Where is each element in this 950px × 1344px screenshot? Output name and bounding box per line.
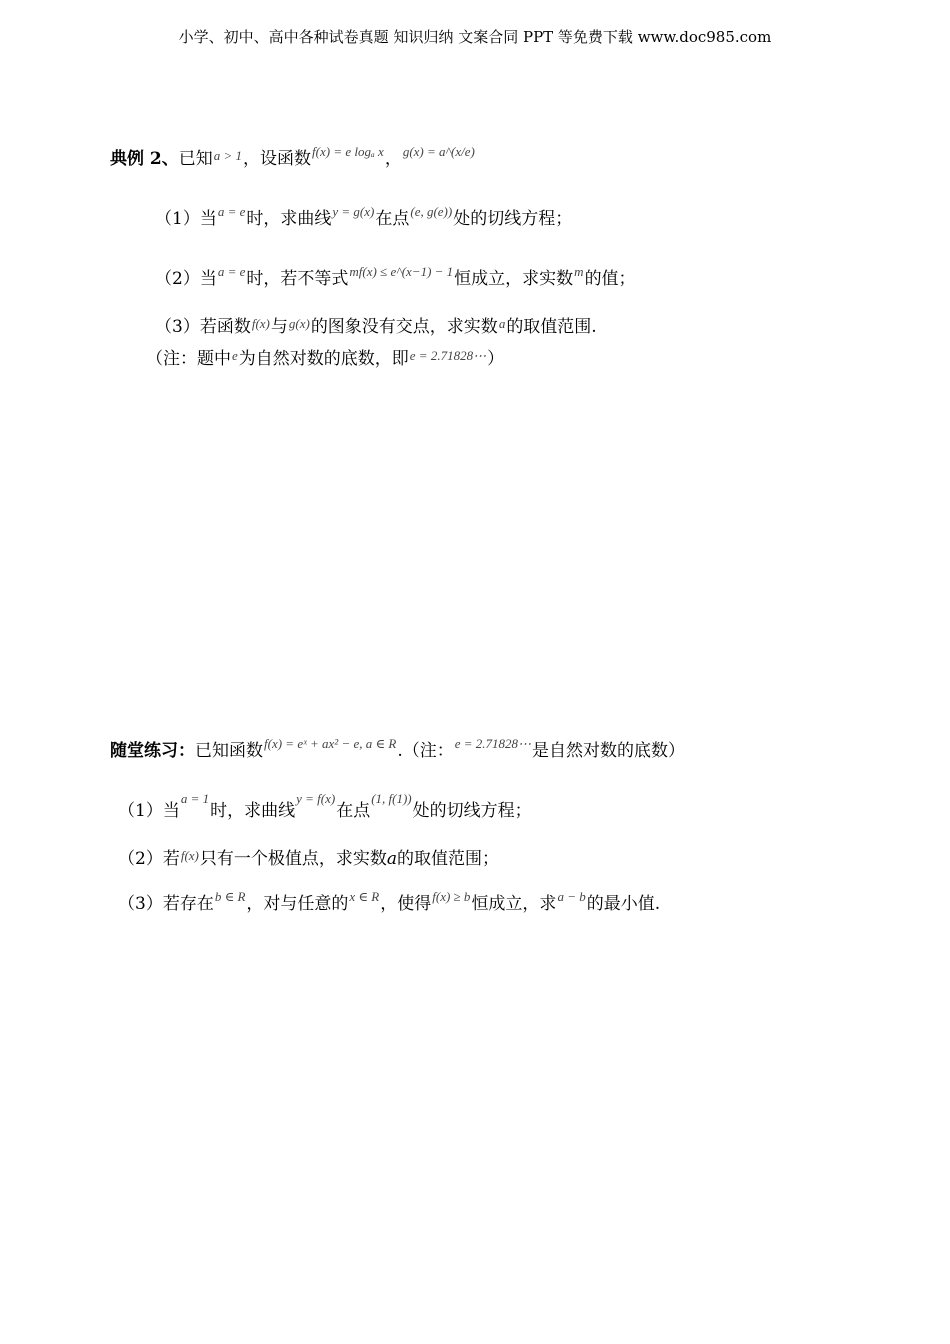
math-f: f(x) [251,316,270,331]
q-text: 在点 [336,801,371,821]
q-text: 的最小值. [586,894,661,914]
q-text: 时，求曲线 [246,209,332,229]
note-text: ） [487,349,505,369]
math-point: (1, f(1)) [371,791,412,806]
math-x-in-r: x ∈ R [349,889,380,904]
math-m: m [574,264,584,279]
q-text: ，对与任意的 [246,894,349,914]
q-number: （2）若 [118,849,180,869]
practice-q1 [118,791,532,822]
practice-text: .（注： [397,741,454,761]
page-header: 小学、初中、高中各种试卷真题 知识归纳 文案合同 PPT 等免费下载 www.doc985.com [178,28,772,46]
q-text: 时，若不等式 [246,269,349,289]
math-condition: a = e [217,264,246,279]
q-text: 的图象没有交点，求实数 [310,317,498,337]
q-text: 处的切线方程； [412,801,532,821]
math-a-condition: a > 1 [213,148,243,163]
math-e-value: e = 2.71828⋯ [454,736,532,751]
practice-text: 已知函数 [195,741,263,761]
example-text: ， [384,149,402,169]
q-number: （3）若存在 [118,894,214,914]
math-a: a [498,316,506,331]
practice-q2 [118,848,499,870]
q-text: ，使得 [380,894,432,914]
example-text: ，设函数 [243,149,312,169]
q-text: 恒成立，求 [471,894,557,914]
example-q1 [155,204,573,230]
practice-title-line [110,736,686,762]
math-g: g(x) [288,316,310,331]
note-text: （注：题中 [146,349,231,369]
math-f-definition: f(x) = e logₐ x [312,144,384,159]
practice-text: 是自然对数的底数） [532,741,686,761]
q-text: 与 [270,317,288,337]
math-curve: y = f(x) [296,791,336,806]
math-g-definition: g(x) = a^(x/e) [402,144,475,159]
q-text: 的取值范围. [506,317,597,337]
example-text: 已知 [178,149,213,169]
var-a: a [386,849,398,869]
math-e-value: e = 2.71828⋯ [409,348,487,363]
math-f: f(x) [180,848,199,863]
math-a-minus-b: a − b [557,889,586,904]
q-text: 处的切线方程； [453,209,573,229]
note-text: 为自然对数的底数，即 [238,349,409,369]
q-text: 的取值范围； [397,849,500,869]
math-b-in-r: b ∈ R [214,889,246,904]
practice-label: 随堂练习： [110,741,195,761]
q-number: （1）当 [118,801,180,821]
example-note [146,348,504,370]
math-condition: a = e [217,204,246,219]
math-f-definition: f(x) = eˣ + ax² − e, a ∈ R [264,736,397,751]
q-number: （3）若函数 [155,317,251,337]
practice-q3 [118,889,661,915]
q-text: 时，求曲线 [210,801,296,821]
math-inequality: mf(x) ≤ e^(x−1) − 1 [349,264,454,279]
q-text: 在点 [375,209,410,229]
math-condition: a = 1 [180,791,210,806]
q-text: 的值； [584,269,636,289]
math-point: (e, g(e)) [410,204,453,219]
example-label: 典例 2、 [110,149,179,169]
example-q2 [155,264,636,290]
q-number: （2）当 [155,269,217,289]
math-e: e [232,348,238,363]
q-number: （1）当 [155,209,217,229]
q-text: 只有一个极值点，求实数 [199,849,387,869]
example-title-line [110,144,476,170]
example-q3 [155,316,597,338]
q-text: 恒成立，求实数 [454,269,574,289]
math-inequality: f(x) ≥ b [432,889,471,904]
math-curve: y = g(x) [332,204,375,219]
